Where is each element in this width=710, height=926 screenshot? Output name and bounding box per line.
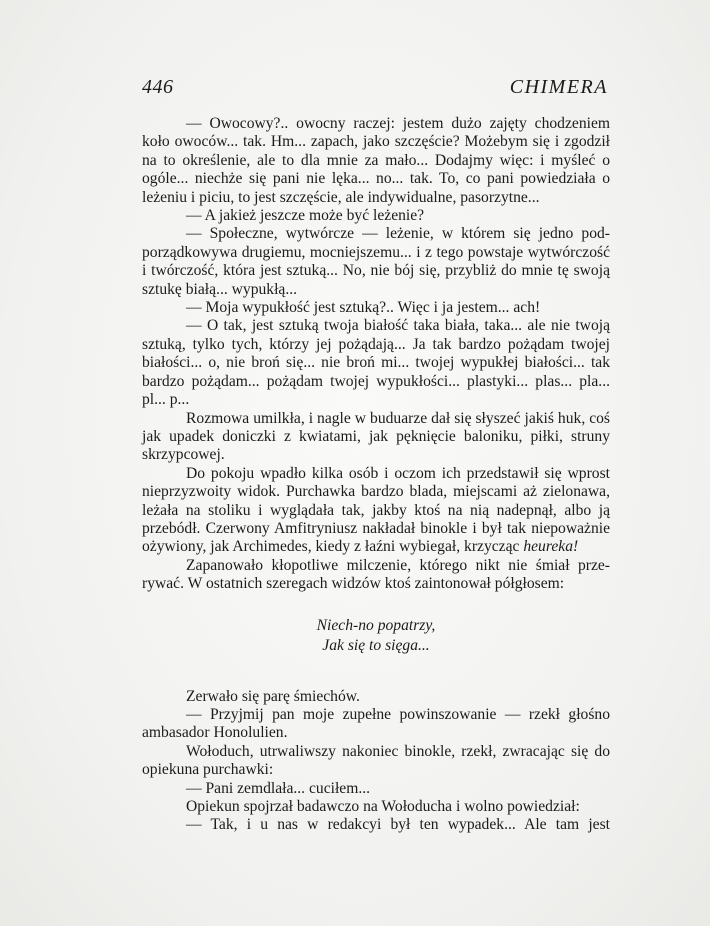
italic-word: heureka!	[523, 538, 579, 556]
paragraph: Rozmowa umilkła, i nagle w buduarze dał się słyszeć jakiś huk, coś jak upadek doniczki z kwiatami, jak pęknięcie baloniku, piłki, struny skrzypcowej.	[142, 409, 610, 464]
paragraph: — Przyjmij pan moje zupełne powinszowanie — rzekł głośno ambasador Honolulien.	[142, 705, 610, 742]
page-number: 446	[142, 76, 174, 98]
paragraph: Opiekun spojrzał badawczo na Wołoducha i wolno powiedział:	[186, 798, 580, 815]
paragraph: — Owocowy?.. owocny raczej: jestem dużo zajęty chodzeniem koło owoców... tak. Hm... zapach, jako szczęście? Możebym się i zgodził na to określenie, ale to dla mnie za mało... Dodajmy więc: i myśleć o ogóle... niechże się pani nie lęka... no... tak. To, co pani powiedziała o leżeniu i piciu, to jest szczęście, ale indywidualne, pasorzytne...	[142, 115, 610, 206]
paragraph: Zapanowało kłopotliwe milczenie, którego nikt nie śmiał przerywać. W ostatnich szeregach widzów ktoś zaintonował półgłosem:	[142, 556, 610, 593]
paragraph: — Moja wypukłość jest sztuką?.. Więc i ja jestem... ach!	[186, 299, 541, 317]
page-header	[142, 76, 608, 98]
paragraph	[142, 465, 610, 557]
paragraph: — Tak, i u nas w redakcyi był ten wypadek... Ale tam jest	[186, 816, 610, 834]
verse-quote	[142, 616, 610, 656]
paragraph: — Społeczne, wytwórcze — leżenie, w którem się jedno podporządkowywa drugiemu, mocniejszemu... i z tego powstaje wytwórczość i twórczość, która jest sztuką... No, nie bój się, przybliż do mnie tę swoją sztukę białą... wypukłą...	[142, 225, 610, 298]
verse-line: Jak się to sięga...	[322, 636, 430, 654]
verse-line: Niech-no popatrzy,	[316, 616, 436, 634]
paragraph-text: Do pokoju wpadło kilka osób i oczom ich przedstawił się wprost nieprzyzwoity widok. Purchawka bardzo blada, miejscami aż zielonawa, leżała na stoliku i wyglądała tak, jakby ktoś na nią nadepnął, albo ją przebódł. Czerwony Amfitryniusz nakładał binokle i był tak niepoważnie ożywiony, jak Archimedes, kiedy z łaźni wybiegał, krzycząc	[142, 464, 610, 556]
paragraph: Wołoduch, utrwaliwszy nakoniec binokle, rzekł, zwracając się do opiekuna purchawki:	[142, 742, 610, 779]
paragraph: — A jakież jeszcze może być leżenie?	[186, 207, 425, 225]
paragraph: — Pani zemdlała... cuciłem...	[186, 779, 371, 797]
body-text	[142, 115, 610, 835]
paragraph: Zerwało się parę śmiechów.	[186, 687, 360, 705]
running-title: CHIMERA	[509, 76, 608, 98]
paragraph: — O tak, jest sztuką twoja białość taka biała, taka... ale nie twoją sztuką, tylko tych, którzy jej pożądają... Ja tak bardzo pożądam twojej białości... o, nie broń się... nie broń mi... twojej wypukłej białości... tak bardzo pożądam... pożądam twojej wypukłości... plastyki... plas... pla... pl... p...	[142, 317, 610, 409]
